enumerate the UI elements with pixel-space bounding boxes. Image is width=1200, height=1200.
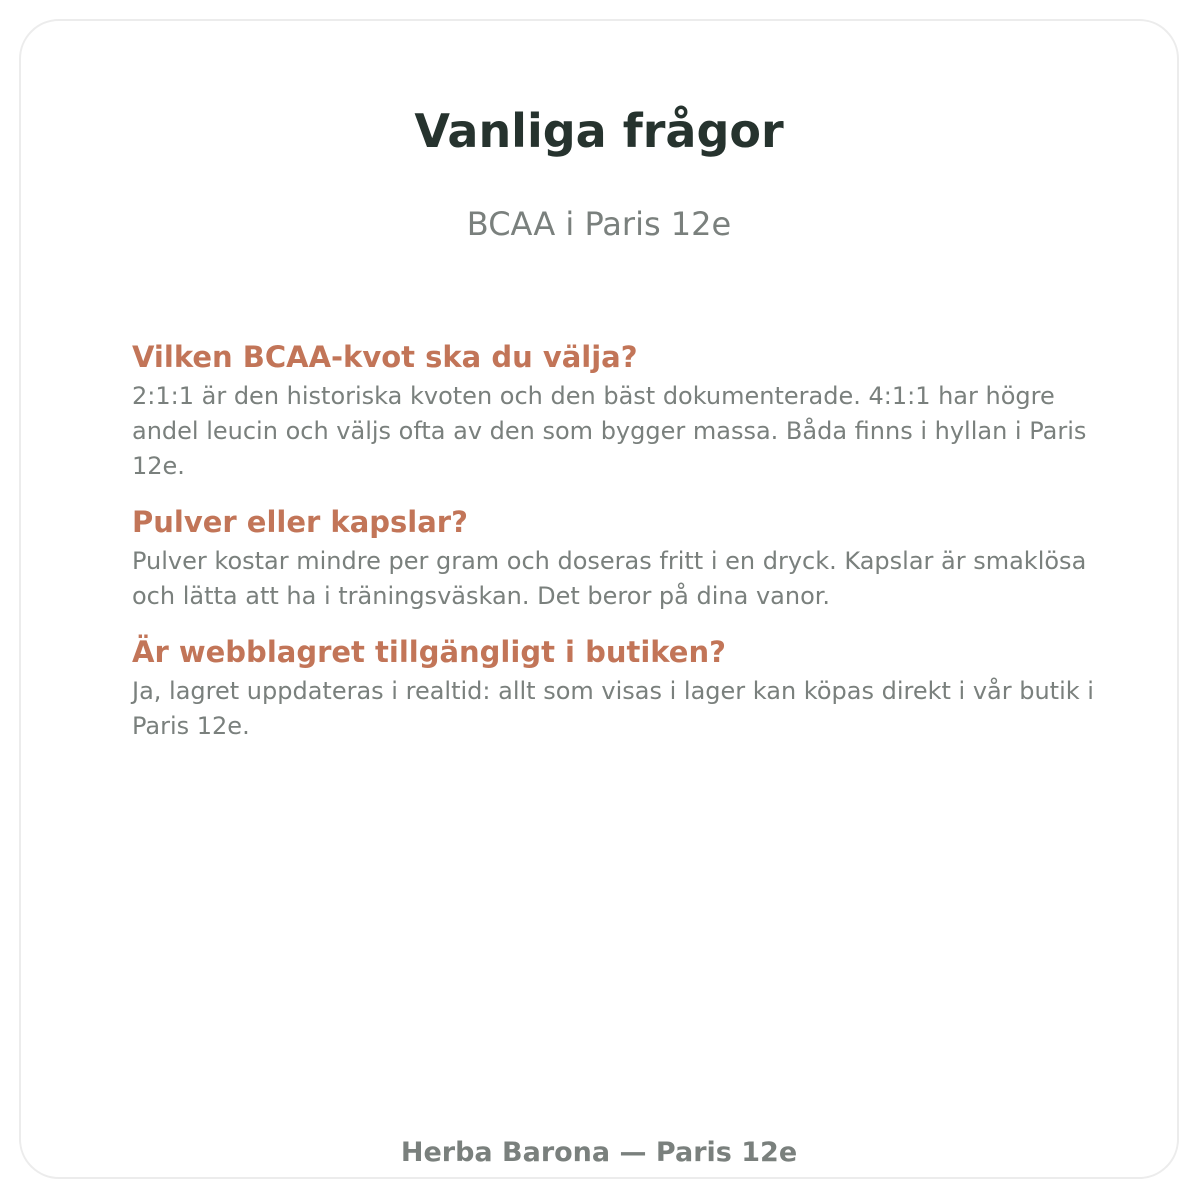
faq-item <box>132 502 1122 614</box>
faq-answer: Pulver kostar mindre per gram och doseras fritt i en dryck. Kapslar är smaklösa och lätta att ha i träningsväskan. Det beror på dina vanor. <box>132 547 1087 610</box>
faq-item <box>132 337 1122 484</box>
page-subtitle: BCAA i Paris 12e <box>466 205 732 243</box>
faq-item <box>132 632 1122 744</box>
faq-card <box>19 19 1179 1179</box>
faq-question: Vilken BCAA-kvot ska du välja? <box>132 340 638 374</box>
faq-list <box>132 337 1122 762</box>
faq-question: Är webblagret tillgängligt i butiken? <box>132 635 726 669</box>
faq-question: Pulver eller kapslar? <box>132 505 468 539</box>
page-title: Vanliga frågor <box>414 104 784 158</box>
faq-answer: Ja, lagret uppdateras i realtid: allt som visas i lager kan köpas direkt i vår butik i Paris 12e. <box>132 677 1094 740</box>
faq-answer: 2:1:1 är den historiska kvoten och den bäst dokumenterade. 4:1:1 har högre andel leucin och väljs ofta av den som bygger massa. Båda finns i hyllan i Paris 12e. <box>132 382 1087 480</box>
footer-brand: Herba Barona — Paris 12e <box>400 1137 798 1168</box>
